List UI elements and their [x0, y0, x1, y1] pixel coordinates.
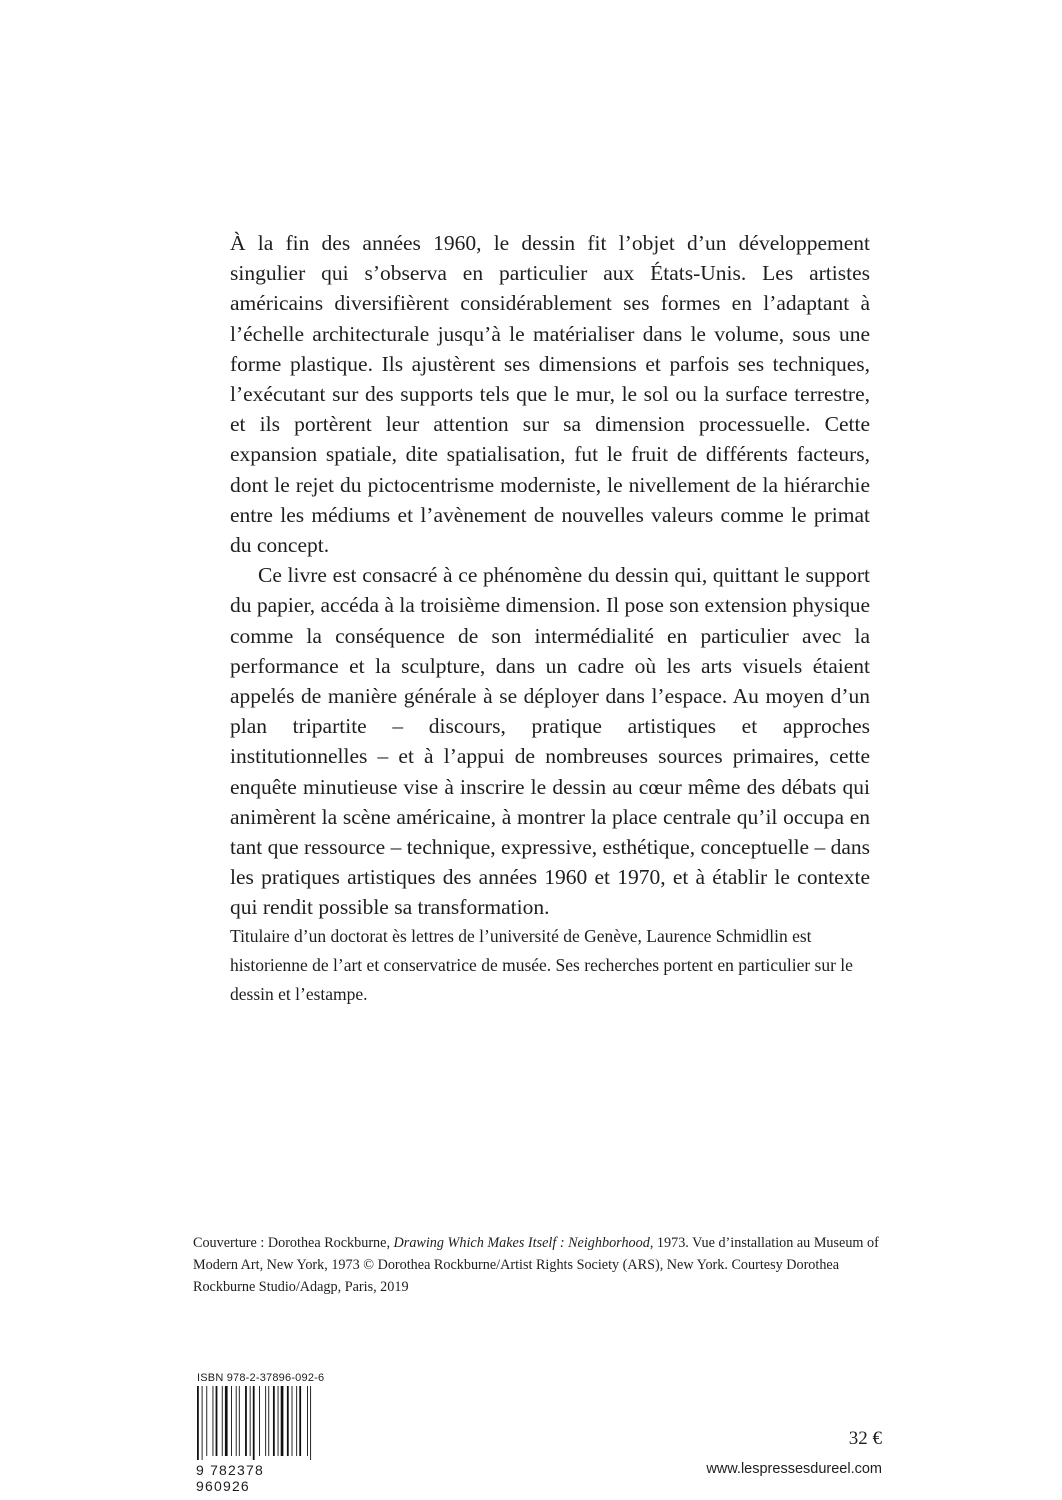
barcode-bar — [231, 1386, 232, 1456]
barcode-bar — [222, 1386, 223, 1456]
barcode-bar — [307, 1386, 308, 1456]
barcode-bar — [281, 1386, 284, 1456]
barcode-bar — [265, 1386, 266, 1456]
barcode-bar — [206, 1386, 207, 1456]
barcode-bar — [197, 1386, 199, 1460]
barcode-bar — [245, 1386, 247, 1456]
cover-credit-title: Drawing Which Makes Itself : Neighborhood — [393, 1235, 650, 1251]
barcode-digits: 9 782378 960926 — [196, 1462, 264, 1494]
price: 32 € — [848, 1428, 882, 1449]
isbn-label: ISBN 978-2-37896-092-6 — [197, 1372, 325, 1384]
barcode-bar — [259, 1386, 260, 1456]
barcode-bar — [273, 1386, 275, 1456]
publisher-website: www.lespressesdureel.com — [706, 1461, 882, 1477]
barcode-bar — [253, 1386, 255, 1460]
barcode-bar — [310, 1386, 311, 1460]
barcode-bar — [216, 1386, 218, 1456]
barcode-bar — [202, 1386, 203, 1460]
barcode-bar — [250, 1386, 251, 1456]
barcode-bar — [213, 1386, 214, 1456]
cover-credit — [193, 1232, 883, 1298]
barcode-bar — [292, 1386, 293, 1456]
barcode-bar — [268, 1386, 269, 1456]
barcode-bars — [196, 1386, 316, 1460]
summary-paragraph-1: À la fin des années 1960, le dessin fit l’objet d’un développement singulier qui s’observa en particulier aux États-Unis. Les artistes américains diversifièrent considérablement ses formes en l’adaptant à l’échelle architecturale jusqu’à le matérialiser dans le volume, sous une forme plastique. Ils ajustèrent ses dimensions et parfois ses techniques, l’exécutant sur des supports tels que le mur, le sol ou la surface terrestre, et ils portèrent leur attention sur sa dimension processuelle. Cette expansion spatiale, dite spatialisation, fut le fruit de différents facteurs, dont le rejet du pictocentrisme moderniste, le nivellement de la hiérarchie entre les médiums et l’avènement de nouvelles valeurs comme le primat du concept. — [230, 231, 870, 558]
barcode-bar — [225, 1386, 228, 1456]
barcode-bar — [239, 1386, 240, 1456]
summary-text — [230, 228, 870, 923]
cover-credit-suffix: , 1973. Vue d’installation au Museum of Modern Art, New York, 1973 © Dorothea Rockburne/Artist Rights Society (ARS), New York. Courtesy Dorothea Rockburne Studio/Adagp, Paris, 2019 — [193, 1235, 879, 1295]
barcode-bar — [278, 1386, 279, 1456]
barcode-bar — [299, 1386, 301, 1456]
barcode-image — [196, 1386, 316, 1460]
summary-paragraph-2: Ce livre est consacré à ce phénomène du dessin qui, quittant le support du papier, accéda à la troisième dimension. Il pose son extension physique comme la conséquence de son intermédialité en particulier avec la performance et la sculpture, dans un cadre où les arts visuels étaient appelés de manière générale à se déployer dans l’espace. Au moyen d’un plan tripartite – discours, pratique artistiques et approches institutionnelles – et à l’appui de nombreuses sources primaires, cette enquête minutieuse vise à inscrire le dessin au cœur même des débats qui animèrent la scène américaine, à montrer la place centrale qu’il occupa en tant que ressource – technique, expressive, esthétique, conceptuelle – dans les pratiques artistiques des années 1960 et 1970, et à établir le contexte qui rendit possible sa transformation. — [230, 563, 870, 920]
barcode-bar — [287, 1386, 289, 1456]
author-bio: Titulaire d’un doctorat ès lettres de l’université de Genève, Laurence Schmidlin est historienne de l’art et conservatrice de musée. Ses recherches portent en particulier sur le dessin et l’estampe. — [230, 926, 853, 1004]
barcode-bar — [296, 1386, 297, 1456]
barcode-bar — [236, 1386, 237, 1456]
cover-credit-prefix: Couverture : Dorothea Rockburne, — [193, 1235, 394, 1251]
